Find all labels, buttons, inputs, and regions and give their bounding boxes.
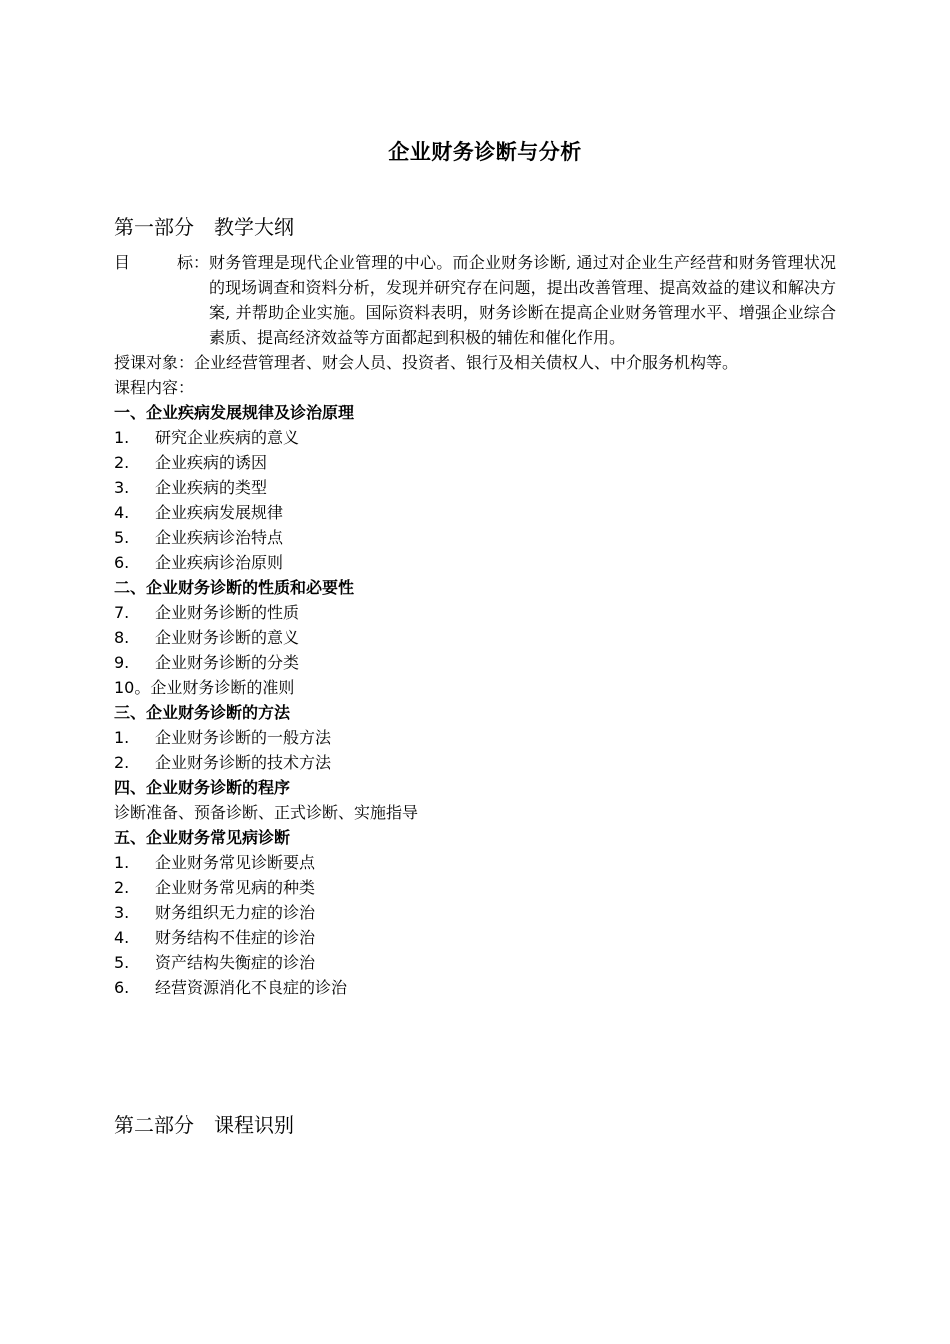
- list-item: 9. 企业财务诊断的分类: [114, 653, 300, 672]
- goal-label-first: 目: [114, 253, 131, 272]
- section-5: [114, 825, 836, 1000]
- section-heading: 三、企业财务诊断的方法: [114, 703, 291, 722]
- list-item: 6. 企业疾病诊治原则: [114, 553, 284, 572]
- part2-heading: 第二部分 课程识别: [114, 1113, 294, 1137]
- list-item: 2. 企业财务常见病的种类: [114, 878, 316, 897]
- goal-label: [114, 250, 209, 350]
- list-item: 3. 企业疾病的类型: [114, 478, 268, 497]
- list-item: 4. 企业疾病发展规律: [114, 503, 284, 522]
- section-3: [114, 700, 836, 775]
- part1-heading: 第一部分 教学大纲: [114, 215, 294, 239]
- section-heading: 五、企业财务常见病诊断: [114, 828, 291, 847]
- list-item: 1. 企业财务常见诊断要点: [114, 853, 316, 872]
- list-item: 1. 企业财务诊断的一般方法: [114, 728, 332, 747]
- list-item: 5. 资产结构失衡症的诊治: [114, 953, 316, 972]
- list-item: 诊断准备、预备诊断、正式诊断、实施指导: [114, 803, 419, 822]
- list-item: 2. 企业财务诊断的技术方法: [114, 753, 332, 772]
- list-item: 4. 财务结构不佳症的诊治: [114, 928, 316, 947]
- list-item: 1. 研究企业疾病的意义: [114, 428, 300, 447]
- section-heading: 二、企业财务诊断的性质和必要性: [114, 578, 355, 597]
- list-item: 3. 财务组织无力症的诊治: [114, 903, 316, 922]
- document-title: 企业财务诊断与分析: [388, 140, 582, 164]
- list-item: 10。企业财务诊断的准则: [114, 678, 295, 697]
- audience-paragraph: 授课对象：企业经营管理者、财会人员、投资者、银行及相关债权人、中介服务机构等。: [114, 353, 739, 372]
- course-content-label: 课程内容：: [114, 378, 195, 397]
- section-4: [114, 775, 836, 825]
- list-item: 7. 企业财务诊断的性质: [114, 603, 300, 622]
- section-heading: 四、企业财务诊断的程序: [114, 778, 291, 797]
- section-1: [114, 400, 836, 575]
- goal-text: 财务管理是现代企业管理的中心。而企业财务诊断, 通过对企业生产经营和财务管理状况的现场调查和资料分析，发现并研究存在问题，提出改善管理、提高效益的建议和解决方案, 并帮助企业实施。国际资料表明，财务诊断在提高企业财务管理水平、增强企业综合素质、提高经济效益等方面都起到积极的辅佐和催化作用。: [209, 253, 836, 347]
- goal-paragraph: [114, 250, 836, 350]
- section-2: [114, 575, 836, 700]
- part1-content: [114, 250, 836, 1000]
- section-heading: 一、企业疾病发展规律及诊治原理: [114, 403, 355, 422]
- list-item: 2. 企业疾病的诱因: [114, 453, 268, 472]
- list-item: 8. 企业财务诊断的意义: [114, 628, 300, 647]
- list-item: 6. 经营资源消化不良症的诊治: [114, 978, 348, 997]
- goal-label-second: 标：: [176, 253, 209, 272]
- list-item: 5. 企业疾病诊治特点: [114, 528, 284, 547]
